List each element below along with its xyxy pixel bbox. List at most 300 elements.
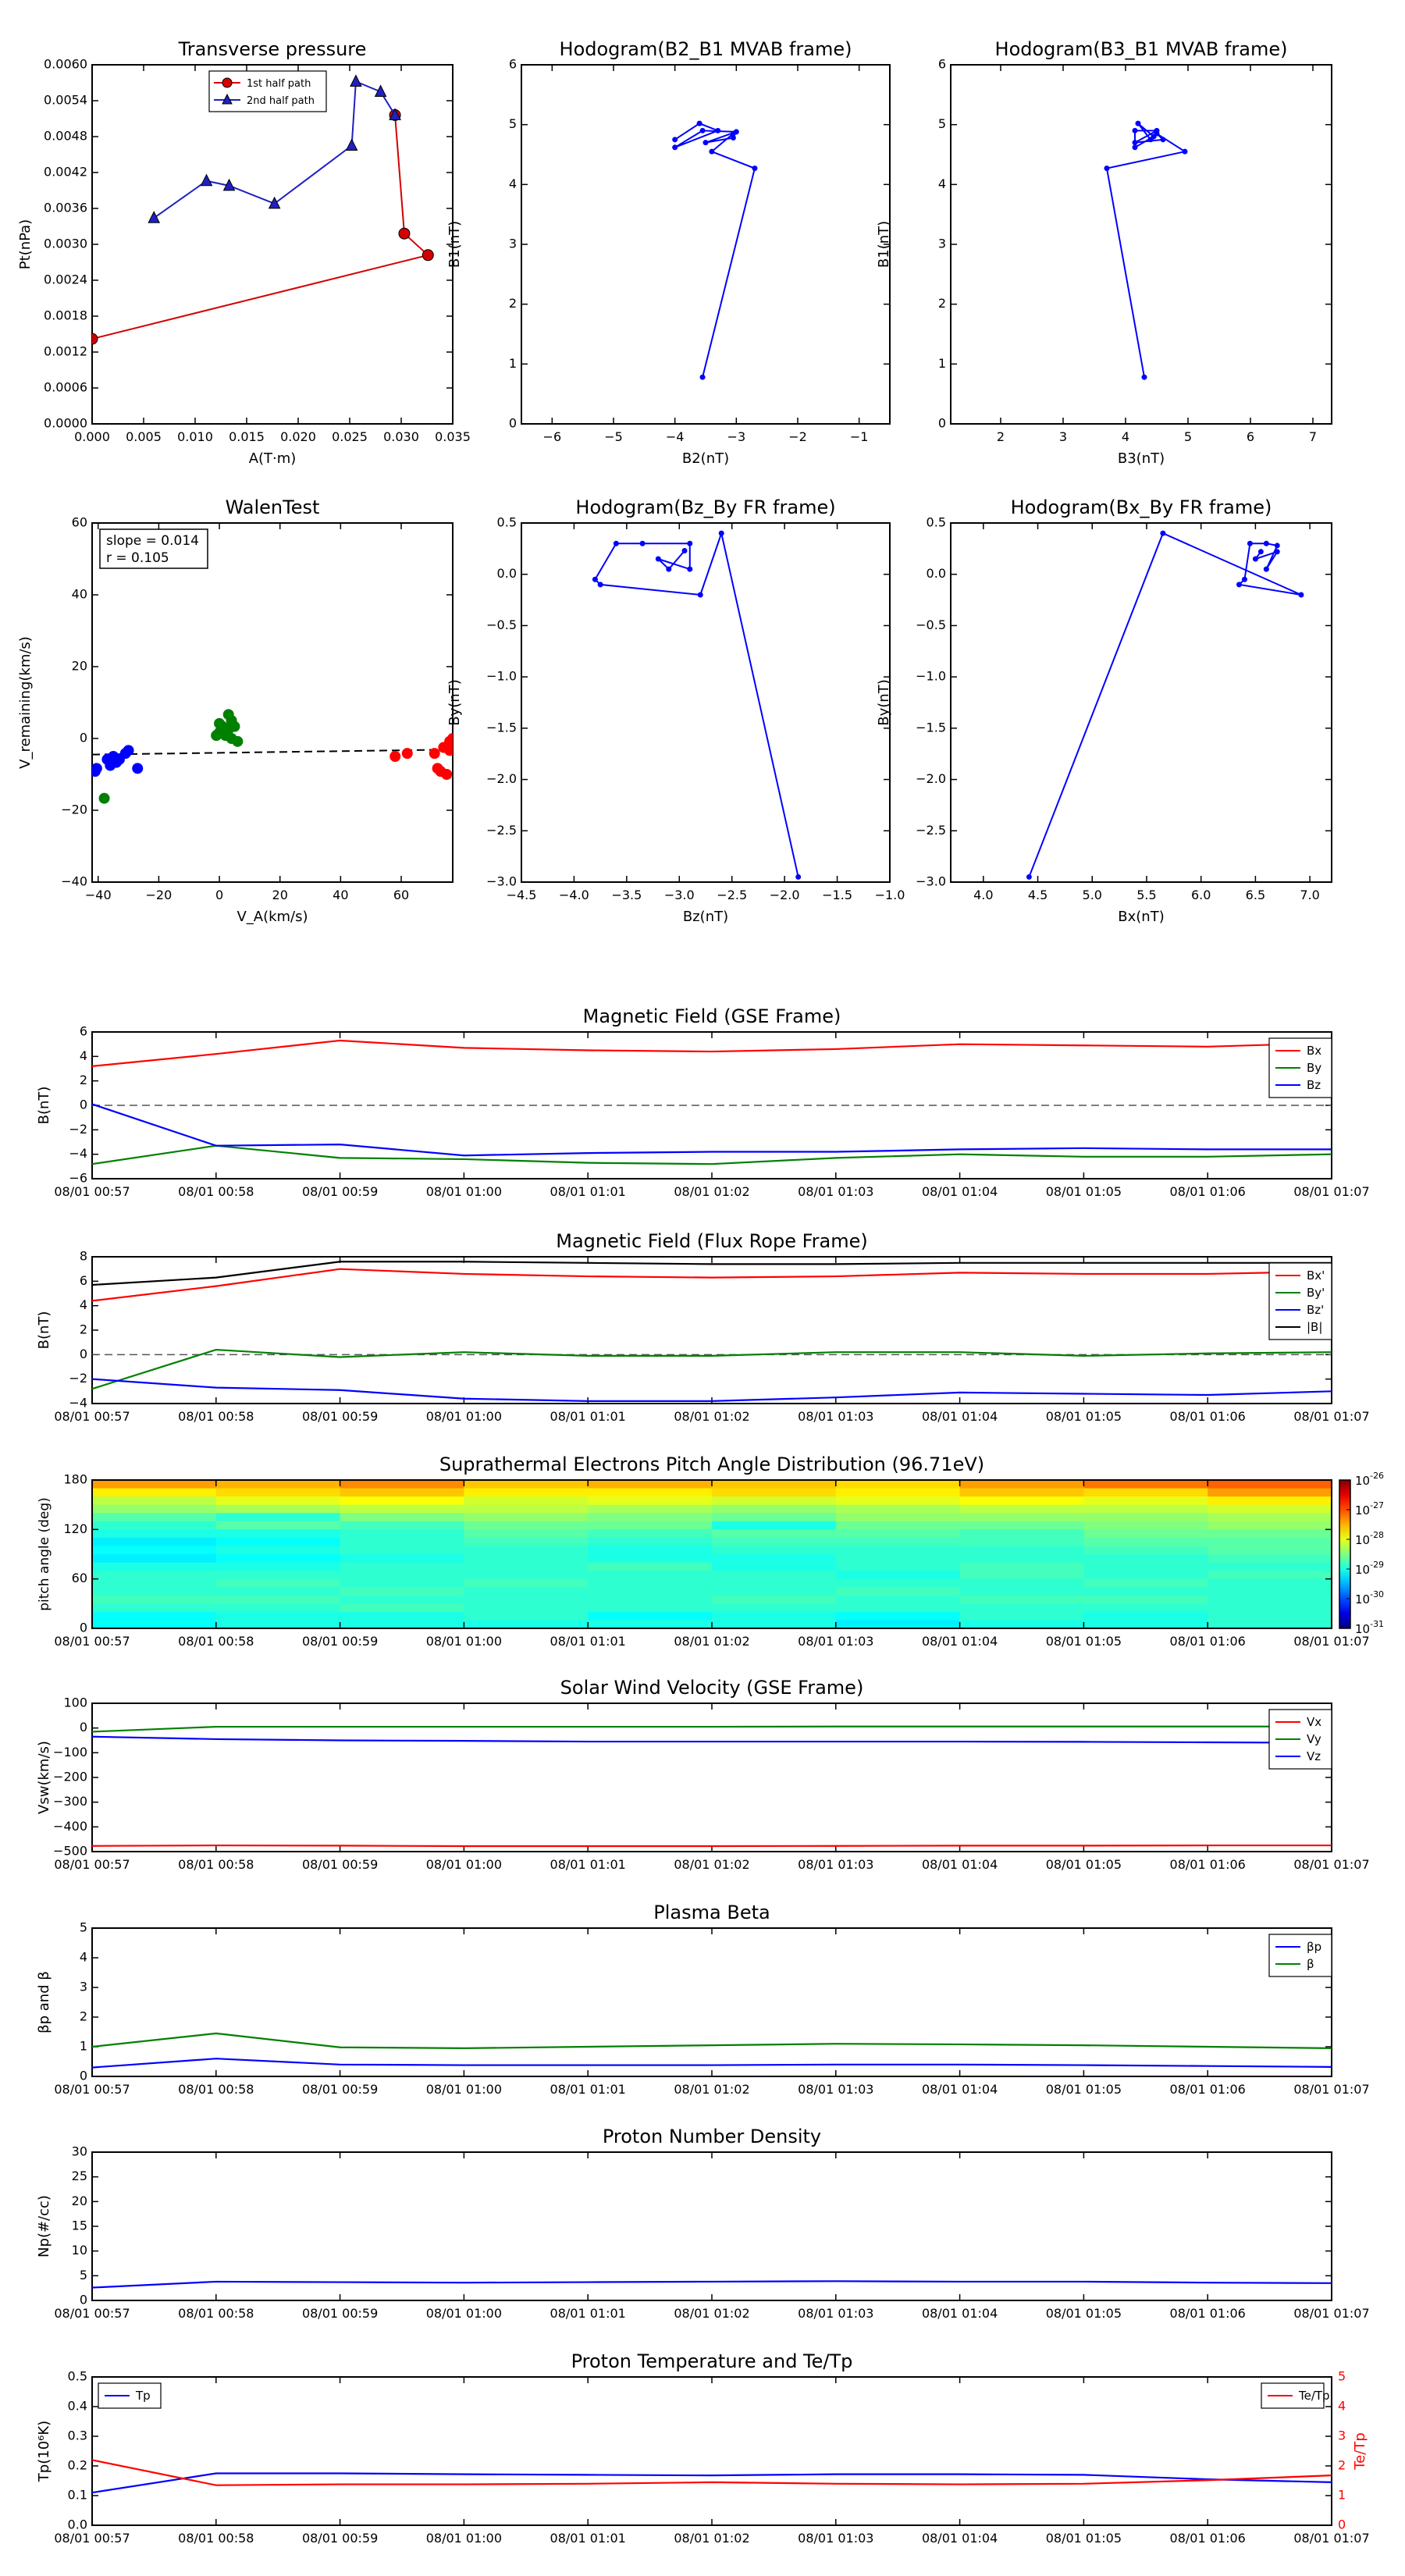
heatmap-cell bbox=[1208, 1587, 1332, 1596]
data-point bbox=[1275, 549, 1280, 554]
x-tick-label: −1 bbox=[849, 429, 869, 444]
x-tick-label: 6.0 bbox=[1190, 888, 1211, 902]
plot-frame bbox=[521, 523, 890, 882]
data-point bbox=[731, 135, 736, 141]
colorbar-exponent: -29 bbox=[1370, 1560, 1385, 1570]
time-tick-label: 08/01 01:01 bbox=[550, 2082, 626, 2097]
y-tick-label: 4 bbox=[79, 1048, 87, 1063]
time-tick-label: 08/01 01:07 bbox=[1293, 2082, 1370, 2097]
series-line bbox=[92, 1269, 1332, 1301]
y-tick-label: 30 bbox=[71, 2144, 87, 2159]
y-tick-label: 5 bbox=[508, 116, 517, 132]
heatmap-cell bbox=[836, 1538, 960, 1546]
y-tick-label: −0.5 bbox=[486, 617, 517, 632]
heatmap-cell bbox=[836, 1620, 960, 1628]
y-tick-label: 0 bbox=[79, 1097, 87, 1112]
data-point bbox=[448, 734, 458, 744]
y-tick-label: −0.5 bbox=[916, 617, 946, 632]
heatmap-cell bbox=[1208, 1496, 1332, 1505]
heatmap-cell bbox=[1083, 1620, 1208, 1628]
y-tick-label: 1 bbox=[79, 2038, 87, 2054]
series-line bbox=[675, 123, 755, 377]
heatmap-cell bbox=[836, 1612, 960, 1621]
time-tick-label: 08/01 01:03 bbox=[798, 1409, 874, 1424]
time-tick-label: 08/01 01:05 bbox=[1045, 1634, 1122, 1649]
plot-frame bbox=[521, 65, 890, 424]
y-tick-label: 0.3 bbox=[67, 2428, 87, 2443]
heatmap-cell bbox=[588, 1612, 712, 1621]
marker-triangle bbox=[347, 140, 357, 151]
time-tick-label: 08/01 01:02 bbox=[674, 2082, 750, 2097]
data-point bbox=[390, 752, 400, 762]
data-point bbox=[1264, 541, 1269, 546]
legend-label: Vy bbox=[1307, 1732, 1321, 1746]
heatmap-cell bbox=[1083, 1612, 1208, 1621]
time-tick-label: 08/01 00:58 bbox=[178, 1409, 254, 1424]
heatmap-cell bbox=[340, 1554, 464, 1563]
heatmap-cell bbox=[588, 1596, 712, 1604]
heatmap-cell bbox=[588, 1546, 712, 1554]
y-tick-label: −100 bbox=[53, 1744, 87, 1759]
time-tick-label: 08/01 01:06 bbox=[1169, 1634, 1246, 1649]
heatmap-cell bbox=[216, 1571, 340, 1579]
data-point bbox=[1154, 128, 1160, 133]
time-tick-label: 08/01 00:57 bbox=[54, 1634, 130, 1649]
heatmap-cell bbox=[1208, 1489, 1332, 1497]
heatmap-cell bbox=[1208, 1579, 1332, 1588]
y-tick-label: 0 bbox=[79, 1620, 87, 1635]
heatmap-cell bbox=[588, 1513, 712, 1521]
plot-area bbox=[1104, 121, 1188, 380]
y-axis-label: Pt(nPa) bbox=[17, 219, 34, 270]
heatmap-cell bbox=[1083, 1538, 1208, 1546]
y-axis-label: pitch angle (deg) bbox=[37, 1497, 52, 1611]
x-tick-label: −2.0 bbox=[769, 888, 800, 902]
heatmap-cell bbox=[340, 1480, 464, 1489]
time-tick-label: 08/01 00:57 bbox=[54, 2082, 130, 2097]
panel-hodo_bx_by bbox=[876, 496, 1332, 925]
heatmap-cell bbox=[960, 1496, 1084, 1505]
y-axis-label: By(nT) bbox=[446, 679, 463, 726]
heatmap-cell bbox=[960, 1612, 1084, 1621]
time-tick-label: 08/01 01:07 bbox=[1293, 2531, 1370, 2546]
heatmap-cell bbox=[712, 1496, 836, 1505]
heatmap-cell bbox=[216, 1521, 340, 1530]
time-tick-label: 08/01 00:59 bbox=[301, 2082, 379, 2097]
data-point bbox=[233, 736, 243, 746]
heatmap-cell bbox=[588, 1603, 712, 1612]
time-tick-label: 08/01 01:07 bbox=[1293, 1184, 1370, 1199]
heatmap-cell bbox=[588, 1587, 712, 1596]
data-point bbox=[687, 541, 692, 546]
plot-frame bbox=[92, 1928, 1332, 2076]
time-tick-label: 08/01 00:58 bbox=[178, 2306, 254, 2321]
heatmap-cell bbox=[836, 1563, 960, 1571]
heatmap-cell bbox=[92, 1620, 216, 1628]
time-tick-label: 08/01 00:59 bbox=[301, 1634, 379, 1649]
heatmap-cell bbox=[588, 1496, 712, 1505]
y-tick-label: 0 bbox=[79, 730, 87, 745]
y-tick-label: 1 bbox=[937, 355, 946, 371]
data-point bbox=[672, 144, 678, 150]
y-axis-label: B(nT) bbox=[36, 1086, 52, 1125]
heatmap-cell bbox=[588, 1480, 712, 1489]
heatmap-cell bbox=[712, 1513, 836, 1521]
y-tick-label: 20 bbox=[71, 2193, 87, 2208]
panel-beta bbox=[36, 1902, 1370, 2097]
time-tick-label: 08/01 01:03 bbox=[798, 1857, 874, 1872]
time-tick-label: 08/01 01:04 bbox=[921, 2306, 998, 2321]
legend-label: 2nd half path bbox=[247, 95, 315, 107]
y-tick-label: 3 bbox=[937, 236, 946, 251]
data-point bbox=[592, 577, 598, 582]
data-point bbox=[752, 165, 757, 171]
heatmap-cell bbox=[216, 1620, 340, 1628]
y-axis-label: B1(nT) bbox=[876, 220, 892, 269]
y-tick-label: 0.0042 bbox=[44, 164, 87, 180]
x-tick-label: −3.0 bbox=[663, 888, 695, 902]
heatmap-cell bbox=[216, 1596, 340, 1604]
legend bbox=[98, 2383, 161, 2408]
heatmap-cell bbox=[588, 1620, 712, 1628]
data-point bbox=[429, 749, 439, 759]
y-tick-label: −1.5 bbox=[916, 720, 946, 735]
y-tick-label: −6 bbox=[69, 1170, 87, 1186]
x-tick-label: 5.5 bbox=[1136, 888, 1157, 902]
time-tick-label: 08/01 00:58 bbox=[178, 1857, 254, 1872]
y-tick-label: 0 bbox=[79, 2068, 87, 2083]
panel-walen_test bbox=[17, 496, 458, 925]
data-point bbox=[1298, 592, 1304, 598]
x-axis-label: A(T·m) bbox=[248, 450, 297, 467]
heatmap-cell bbox=[340, 1521, 464, 1530]
heatmap-cell bbox=[588, 1538, 712, 1546]
heatmap-cell bbox=[1083, 1546, 1208, 1554]
time-tick-label: 08/01 01:07 bbox=[1293, 1409, 1370, 1424]
heatmap-cell bbox=[464, 1612, 588, 1621]
data-point bbox=[672, 137, 678, 142]
marker-circle bbox=[399, 228, 410, 239]
heatmap-cell bbox=[216, 1489, 340, 1497]
y-tick-label: −2 bbox=[69, 1121, 87, 1137]
heatmap-cell bbox=[836, 1546, 960, 1554]
data-point bbox=[700, 375, 706, 380]
x-tick-label: −6 bbox=[542, 429, 562, 444]
heatmap-cell bbox=[1208, 1538, 1332, 1546]
heatmap-cell bbox=[340, 1489, 464, 1497]
legend bbox=[1269, 1038, 1332, 1098]
heatmap-cell bbox=[340, 1603, 464, 1612]
heatmap-cell bbox=[216, 1579, 340, 1588]
time-tick-label: 08/01 01:03 bbox=[798, 2531, 874, 2546]
plot-area bbox=[87, 75, 433, 344]
series-line bbox=[92, 1350, 1332, 1389]
heatmap-cell bbox=[1208, 1521, 1332, 1530]
heatmap-cell bbox=[464, 1603, 588, 1612]
time-tick-label: 08/01 01:00 bbox=[425, 2082, 503, 2097]
marker-circle bbox=[87, 333, 98, 344]
legend bbox=[209, 71, 326, 112]
y-axis-label: B(nT) bbox=[36, 1311, 52, 1350]
heatmap-cell bbox=[464, 1554, 588, 1563]
heatmap-cell bbox=[960, 1513, 1084, 1521]
chart-title: Transverse pressure bbox=[178, 38, 367, 60]
series-line bbox=[92, 2033, 1332, 2048]
data-point bbox=[709, 149, 714, 155]
plot-frame bbox=[92, 2377, 1332, 2525]
legend-label: Bz bbox=[1307, 1078, 1321, 1092]
time-tick-label: 08/01 00:57 bbox=[54, 2306, 130, 2321]
data-point bbox=[99, 793, 109, 803]
data-point bbox=[703, 140, 709, 145]
y-tick-label: 1 bbox=[508, 355, 517, 371]
data-point bbox=[640, 541, 646, 546]
y-tick-label-right: 0 bbox=[1338, 2517, 1346, 2532]
data-point bbox=[698, 592, 703, 598]
heatmap-cell bbox=[340, 1596, 464, 1604]
x-tick-label: 0.005 bbox=[126, 429, 162, 444]
time-tick-label: 08/01 01:03 bbox=[798, 1184, 874, 1199]
y-tick-label: 0.0036 bbox=[44, 200, 87, 215]
heatmap-cell bbox=[92, 1612, 216, 1621]
heatmap-cell bbox=[712, 1529, 836, 1538]
series-line bbox=[92, 1737, 1332, 1743]
data-point bbox=[1133, 140, 1138, 145]
legend-label: By' bbox=[1307, 1286, 1325, 1300]
heatmap-cell bbox=[1083, 1529, 1208, 1538]
y-tick-label: 0.2 bbox=[67, 2457, 87, 2473]
time-tick-label: 08/01 01:01 bbox=[550, 1409, 626, 1424]
data-point bbox=[1160, 531, 1165, 536]
data-point bbox=[1148, 137, 1154, 142]
data-point bbox=[656, 557, 661, 562]
heatmap-cell bbox=[1083, 1505, 1208, 1514]
legend-label: |B| bbox=[1307, 1320, 1323, 1334]
series-line bbox=[595, 533, 798, 877]
y-tick-label-right: 4 bbox=[1338, 2398, 1346, 2414]
heatmap-cell bbox=[1083, 1587, 1208, 1596]
x-tick-label: 7.0 bbox=[1300, 888, 1320, 902]
y-tick-label: −400 bbox=[53, 1818, 87, 1834]
heatmap-cell bbox=[92, 1563, 216, 1571]
time-tick-label: 08/01 00:57 bbox=[54, 1409, 130, 1424]
heatmap-cell bbox=[960, 1596, 1084, 1604]
heatmap-cell bbox=[1208, 1480, 1332, 1489]
y-axis-label: Tp(10⁶K) bbox=[36, 2420, 52, 2482]
heatmap-cell bbox=[1083, 1521, 1208, 1530]
heatmap-cell bbox=[960, 1587, 1084, 1596]
chart-title: Plasma Beta bbox=[653, 1902, 770, 1923]
heatmap-cell bbox=[216, 1563, 340, 1571]
heatmap-cell bbox=[712, 1505, 836, 1514]
heatmap-cell bbox=[464, 1505, 588, 1514]
y-tick-label: 5 bbox=[937, 116, 946, 132]
y-tick-label: 0.0024 bbox=[44, 272, 87, 287]
heatmap-cell bbox=[340, 1612, 464, 1621]
colorbar-exponent: -26 bbox=[1370, 1471, 1385, 1481]
heatmap-cell bbox=[1208, 1554, 1332, 1563]
x-axis-label: Bz(nT) bbox=[682, 909, 729, 925]
heatmap-cell bbox=[1208, 1546, 1332, 1554]
colorbar-exponent: -30 bbox=[1370, 1589, 1385, 1599]
time-tick-label: 08/01 01:03 bbox=[798, 2082, 874, 2097]
heatmap-cell bbox=[1083, 1513, 1208, 1521]
heatmap-cell bbox=[216, 1496, 340, 1505]
heatmap-cell bbox=[92, 1521, 216, 1530]
x-tick-label: −4 bbox=[665, 429, 685, 444]
heatmap-cell bbox=[464, 1480, 588, 1489]
heatmap-cell bbox=[464, 1521, 588, 1530]
time-tick-label: 08/01 01:02 bbox=[674, 1184, 750, 1199]
y-tick-label: 6 bbox=[79, 1023, 87, 1039]
time-tick-label: 08/01 01:05 bbox=[1045, 2082, 1122, 2097]
chart-title: Magnetic Field (Flux Rope Frame) bbox=[556, 1230, 868, 1252]
x-tick-label: 0.035 bbox=[435, 429, 471, 444]
panel-transverse_pressure bbox=[17, 38, 471, 467]
heatmap-cell bbox=[464, 1620, 588, 1628]
heatmap-cell bbox=[960, 1620, 1084, 1628]
y-tick-label: 20 bbox=[71, 658, 87, 674]
y-tick-label: −300 bbox=[53, 1794, 87, 1809]
heatmap-cell bbox=[216, 1513, 340, 1521]
y-tick-label: −3.0 bbox=[486, 873, 517, 889]
chart-title: Hodogram(Bz_By FR frame) bbox=[575, 496, 836, 518]
x-tick-label: 0.000 bbox=[74, 429, 110, 444]
plot-frame bbox=[92, 1257, 1332, 1404]
plot-frame bbox=[92, 1703, 1332, 1852]
heatmap-cell bbox=[92, 1538, 216, 1546]
heatmap-cell bbox=[836, 1489, 960, 1497]
time-tick-label: 08/01 00:57 bbox=[54, 2531, 130, 2546]
heatmap-cell bbox=[588, 1579, 712, 1588]
series-line bbox=[92, 1845, 1332, 1846]
heatmap-cell bbox=[464, 1529, 588, 1538]
data-point bbox=[402, 749, 412, 759]
series-line bbox=[92, 1041, 1332, 1066]
plot-area bbox=[672, 121, 757, 380]
x-tick-label: −5 bbox=[604, 429, 623, 444]
time-tick-label: 08/01 01:00 bbox=[425, 1857, 503, 1872]
time-tick-label: 08/01 01:00 bbox=[425, 2306, 503, 2321]
x-axis-label: V_A(km/s) bbox=[237, 909, 308, 925]
y-tick-label: 0.0 bbox=[67, 2517, 87, 2532]
x-tick-label: 0.025 bbox=[332, 429, 368, 444]
data-point bbox=[1133, 144, 1138, 150]
x-tick-label: −20 bbox=[145, 888, 173, 902]
heatmap-cell bbox=[216, 1529, 340, 1538]
time-tick-label: 08/01 01:03 bbox=[798, 2306, 874, 2321]
heatmap-cell bbox=[1083, 1603, 1208, 1612]
legend-label: By bbox=[1307, 1061, 1322, 1075]
x-tick-label: −2 bbox=[788, 429, 807, 444]
time-tick-label: 08/01 01:02 bbox=[674, 2306, 750, 2321]
time-tick-label: 08/01 00:58 bbox=[178, 2082, 254, 2097]
plot-area bbox=[1026, 531, 1304, 880]
heatmap-cell bbox=[712, 1587, 836, 1596]
colorbar-tick-label: $10^{-26}$ bbox=[1355, 1471, 1385, 1488]
heatmap-cell bbox=[960, 1546, 1084, 1554]
x-tick-label: −3.5 bbox=[611, 888, 642, 902]
time-tick-label: 08/01 01:06 bbox=[1169, 2306, 1246, 2321]
x-tick-label: 0.015 bbox=[229, 429, 265, 444]
x-axis-label: Bx(nT) bbox=[1118, 909, 1165, 925]
heatmap-cell bbox=[1083, 1489, 1208, 1497]
time-tick-label: 08/01 00:59 bbox=[301, 1857, 379, 1872]
heatmap-cell bbox=[464, 1546, 588, 1554]
marker-triangle bbox=[201, 175, 212, 186]
data-point bbox=[1136, 121, 1141, 126]
data-point bbox=[666, 567, 671, 572]
time-tick-label: 08/01 01:07 bbox=[1293, 1857, 1370, 1872]
heatmap-cell bbox=[340, 1563, 464, 1571]
x-tick-label: 3 bbox=[1058, 429, 1068, 444]
heatmap-cell bbox=[960, 1554, 1084, 1563]
heatmap-cell bbox=[960, 1571, 1084, 1579]
legend bbox=[1269, 1710, 1332, 1769]
marker-triangle bbox=[148, 212, 159, 222]
heatmap-cell bbox=[836, 1587, 960, 1596]
marker-circle bbox=[422, 250, 433, 261]
heatmap-cell bbox=[1083, 1554, 1208, 1563]
time-tick-label: 08/01 01:04 bbox=[921, 1409, 998, 1424]
time-tick-label: 08/01 01:01 bbox=[550, 1634, 626, 1649]
y-tick-label: 4 bbox=[937, 176, 946, 191]
y-tick-label: 120 bbox=[63, 1521, 87, 1536]
data-point bbox=[598, 582, 603, 587]
heatmap-cell bbox=[836, 1521, 960, 1530]
y-tick-label: 0 bbox=[508, 415, 517, 431]
heatmap-cell bbox=[836, 1505, 960, 1514]
y-tick-label: 0.5 bbox=[496, 514, 517, 530]
heatmap-cell bbox=[340, 1587, 464, 1596]
time-tick-label: 08/01 01:04 bbox=[921, 1857, 998, 1872]
heatmap-cell bbox=[588, 1529, 712, 1538]
plot-area bbox=[90, 710, 457, 803]
data-point bbox=[614, 541, 619, 546]
y-tick-label: 180 bbox=[63, 1471, 87, 1487]
heatmap-cell bbox=[464, 1579, 588, 1588]
marker-triangle bbox=[350, 75, 361, 86]
y-tick-label: −2.0 bbox=[916, 771, 946, 787]
data-point bbox=[734, 129, 739, 134]
heatmap-cell bbox=[1208, 1513, 1332, 1521]
x-tick-label: 0.010 bbox=[177, 429, 213, 444]
heatmap-cell bbox=[960, 1489, 1084, 1497]
data-point bbox=[1264, 567, 1269, 572]
data-point bbox=[719, 531, 724, 536]
y-axis-label-right: Te/Tp bbox=[1352, 2432, 1368, 2470]
heatmap-cell bbox=[588, 1505, 712, 1514]
heatmap-cell bbox=[1083, 1571, 1208, 1579]
legend-label: βp bbox=[1307, 1940, 1322, 1954]
heatmap-cell bbox=[92, 1579, 216, 1588]
heatmap-cell bbox=[216, 1603, 340, 1612]
heatmap-cell bbox=[340, 1505, 464, 1514]
heatmap-cell bbox=[340, 1496, 464, 1505]
heatmap-cell bbox=[836, 1480, 960, 1489]
panel-hodo_bz_by bbox=[446, 496, 905, 925]
chart-title: Suprathermal Electrons Pitch Angle Distribution (96.71eV) bbox=[439, 1453, 985, 1475]
heatmap-cell bbox=[92, 1587, 216, 1596]
y-tick-label: 2 bbox=[79, 1073, 87, 1088]
heatmap-cell bbox=[92, 1480, 216, 1489]
time-tick-label: 08/01 00:59 bbox=[301, 1409, 379, 1424]
legend-label: 1st half path bbox=[247, 78, 311, 90]
y-tick-label: 2 bbox=[937, 296, 946, 311]
heatmap-cell bbox=[712, 1546, 836, 1554]
y-tick-label-right: 3 bbox=[1338, 2428, 1346, 2443]
data-point bbox=[1161, 137, 1166, 142]
